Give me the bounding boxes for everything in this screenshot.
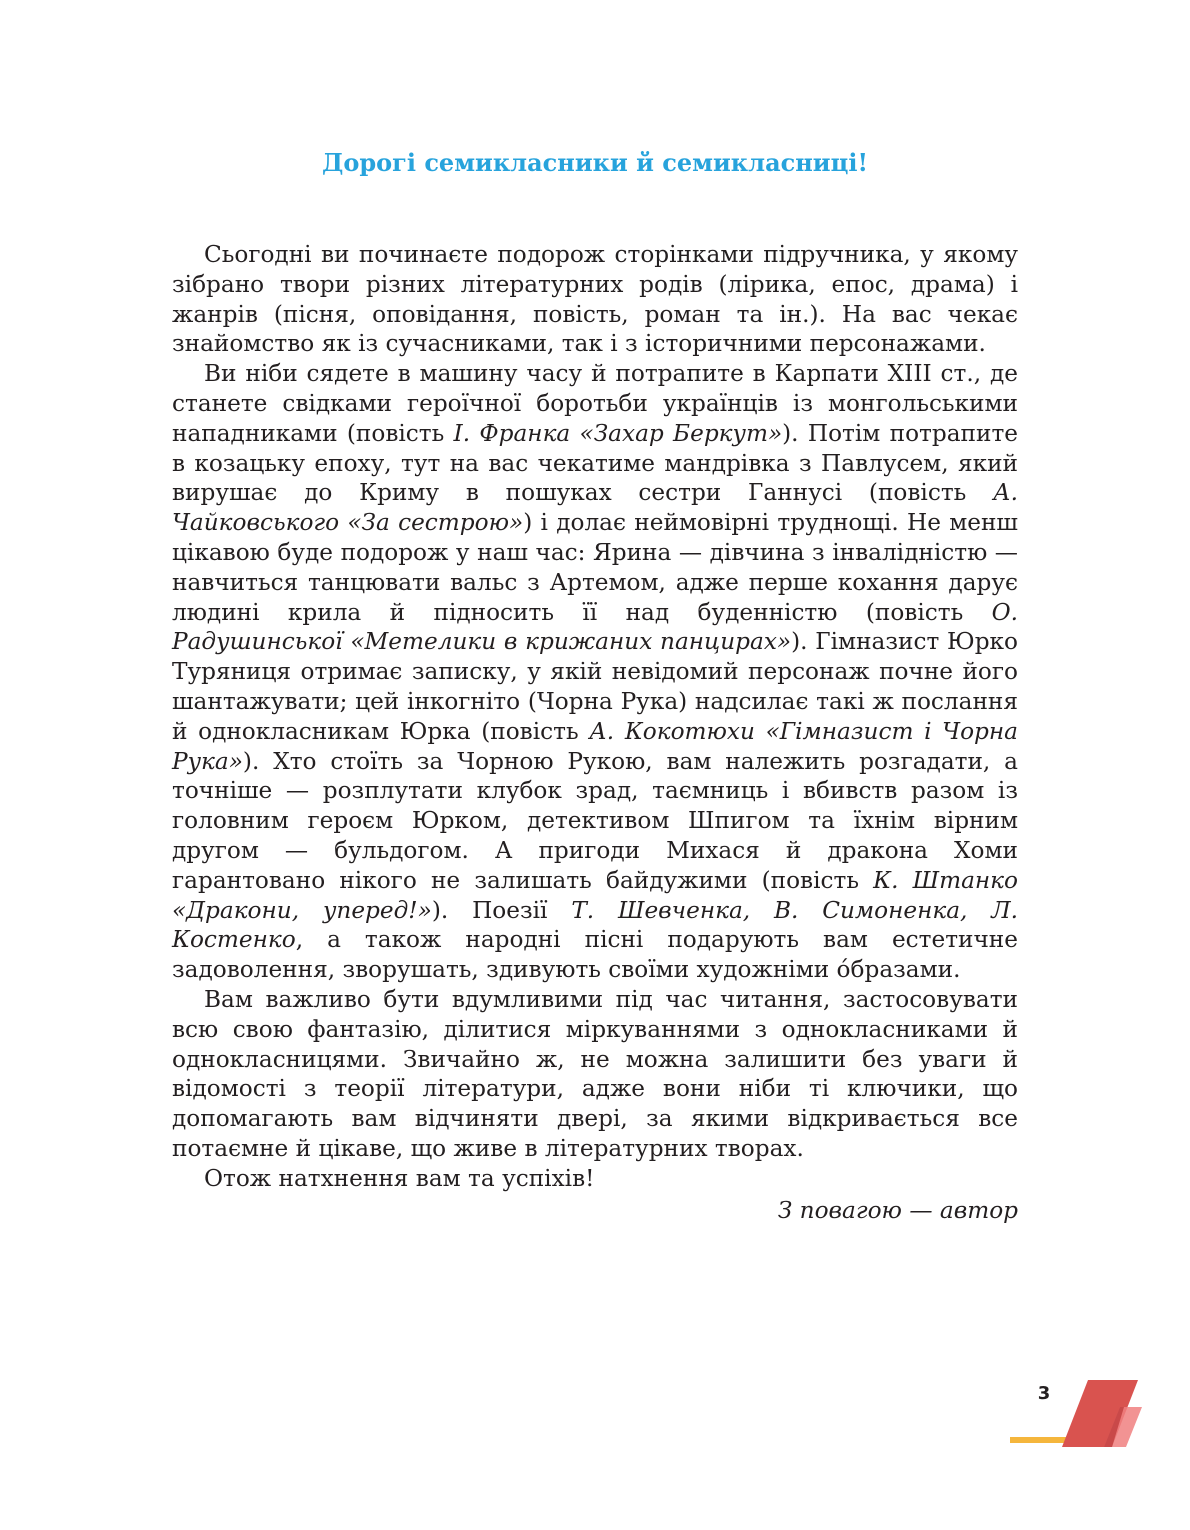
- book-reference: А. Чайковського «За сестрою»: [172, 479, 1018, 537]
- book-reference: О. Радушинської «Метелики в крижаних панцирах»: [172, 598, 1018, 656]
- corner-decoration: [1000, 1380, 1150, 1450]
- page-number: 3: [1037, 1383, 1051, 1404]
- page-title: Дорогі семикласники й семикласниці!: [322, 148, 868, 177]
- yellow-underline: [1010, 1437, 1066, 1443]
- text-segment: ) і долає неймовірні труднощі. Не менш цікавою буде подорож у наш час: Ярина — дівчина з інвалідністю — навчиться танцювати вальс з Артемом, адже перше кохання дарує людині крила й підносить її над буденністю (повість: [172, 509, 1018, 626]
- text-segment: ). Гімназист Юрко Туряниця отримає записку, у якій невідомий персонаж почне його шантажувати; цей інкогніто (Чорна Рука) надсилає такі ж послання й однокласникам Юрка (повість: [172, 628, 1019, 745]
- book-reference: К. Штанко «Дракони, уперед!»: [172, 866, 1018, 924]
- text-segment: ). Потім потрапите в козацьку епоху, тут на вас чекатиме мандрівка з Павлусем, який вирушає до Криму в пошуках сестри Ганнусі (повість: [172, 419, 1018, 507]
- letter-body: [172, 240, 1018, 1225]
- text-segment: Ви ніби сядете в машину часу й потрапите в Карпати XIII ст., де станете свідками героїчної боротьби українців із монгольськими нападниками (повість: [172, 360, 1018, 447]
- text-segment: , а також народні пісні подарують вам естетичне задоволення, зворушать, здивують своїми художніми óбразами.: [172, 926, 1018, 984]
- author-reference: Т. Шевченка, В. Симоненка, Л. Костенко: [172, 896, 1018, 954]
- book-reference: І. Франка «Захар Беркут»: [453, 419, 783, 447]
- signature: З повагою — автор: [777, 1196, 1018, 1224]
- book-reference: А. Кокотюхи «Гімназист і Чорна Рука»: [172, 717, 1018, 775]
- paragraph-2: [172, 359, 1018, 985]
- paragraph-1: Сьогодні ви починаєте подорож сторінками підручника, у якому зібрано твори різних літературних родів (лірика, епос, драма) і жанрів (пісня, оповідання, повість, роман та ін.). На вас чекає знайомство як із сучасниками, так і з історичними персонажами.: [172, 241, 1018, 358]
- text-segment: ). Хто стоїть за Чорною Рукою, вам належить розгадати, а точніше — розплутати клубок зрад, таємниць і вбивств разом із головним героєм Юрком, детективом Шпигом та їхнім вірним другом — бульдогом. А пригоди Михася й дракона Хоми гарантовано нікого не залишать байдужими (повість: [172, 747, 1018, 894]
- paragraph-4: Отож натхнення вам та успіхів!: [204, 1164, 595, 1192]
- text-segment: ). Поезії: [431, 896, 572, 924]
- paragraph-3: Вам важливо бути вдумливими під час читання, застосовувати всю свою фантазію, ділитися міркуваннями з однокласниками й однокласницями. Звичайно ж, не можна залишити без уваги й відомості з теорії літератури, адже вони ніби ті ключики, що допомагають вам відчиняти двері, за якими відкривається все потаємне й цікаве, що живе в літературних творах.: [172, 985, 1018, 1162]
